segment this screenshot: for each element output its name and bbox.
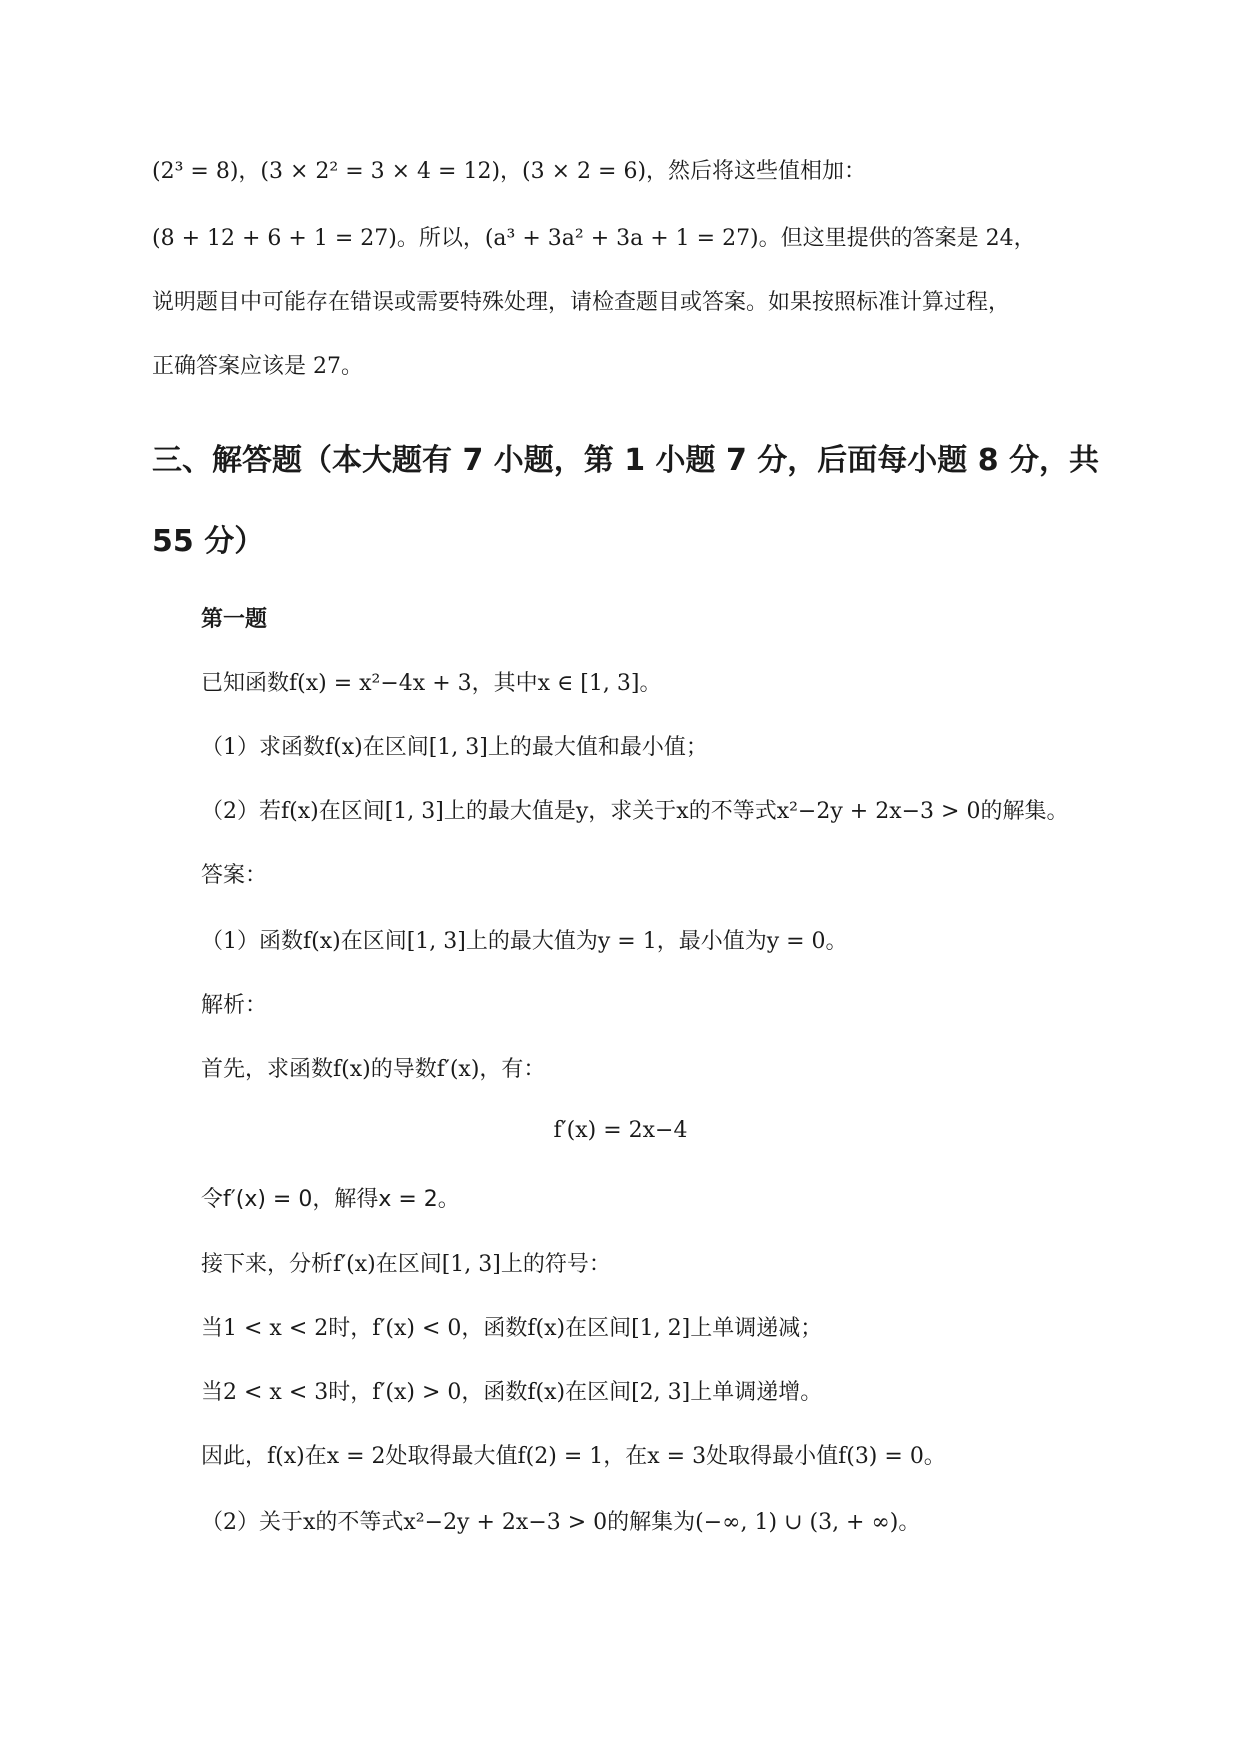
analysis-step-2: 令f′(x) = 0，解得x = 2。 xyxy=(201,1187,460,1212)
answer-label: 答案： xyxy=(201,863,268,888)
analysis-step-5: 当2 < x < 3时，f′(x) > 0，函数f(x)在区间[2, 3]上单调递增。 xyxy=(201,1380,823,1405)
derivative-formula: f′(x) = 2x−4 xyxy=(553,1118,688,1143)
analysis-step-3: 接下来，分析f′(x)在区间[1, 3]上的符号： xyxy=(201,1252,611,1277)
answer-1: （1）函数f(x)在区间[1, 3]上的最大值为y = 1，最小值为y = 0。 xyxy=(201,929,848,954)
analysis-label: 解析： xyxy=(201,993,268,1018)
question-2: （2）若f(x)在区间[1, 3]上的最大值是y，求关于x的不等式x²−2y + 2x−3 > 0的解集。 xyxy=(201,799,1069,824)
answer-2: （2）关于x的不等式x²−2y + 2x−3 > 0的解集为(−∞, 1) ∪ (3, + ∞)。 xyxy=(201,1510,921,1535)
problem-title: 第一题 xyxy=(201,607,268,632)
analysis-step-4: 当1 < x < 2时，f′(x) < 0，函数f(x)在区间[1, 2]上单调递减； xyxy=(201,1316,823,1341)
prev-solution-line-2: (8 + 12 + 6 + 1 = 27)。所以，(a³ + 3a² + 3a + 1 = 27)。但这里提供的答案是 24， xyxy=(152,226,1036,251)
section-title-line-1: 三、解答题（本大题有 7 小题，第 1 小题 7 分，后面每小题 8 分，共 xyxy=(152,443,1100,478)
section-title-line-2: 55 分） xyxy=(152,524,265,559)
analysis-step-6: 因此，f(x)在x = 2处取得最大值f(2) = 1，在x = 3处取得最小值f(3) = 0。 xyxy=(201,1444,946,1469)
prev-solution-line-4: 正确答案应该是 27。 xyxy=(152,354,363,379)
problem-statement: 已知函数f(x) = x²−4x + 3，其中x ∈ [1, 3]。 xyxy=(201,671,662,696)
analysis-step-1: 首先，求函数f(x)的导数f′(x)，有： xyxy=(201,1057,546,1082)
prev-solution-line-1: (2³ = 8)，(3 × 2² = 3 × 4 = 12)，(3 × 2 = 6)，然后将这些值相加： xyxy=(152,159,867,184)
prev-solution-line-3: 说明题目中可能存在错误或需要特殊处理，请检查题目或答案。如果按照标准计算过程， xyxy=(152,290,1011,315)
question-1: （1）求函数f(x)在区间[1, 3]上的最大值和最小值； xyxy=(201,735,708,760)
